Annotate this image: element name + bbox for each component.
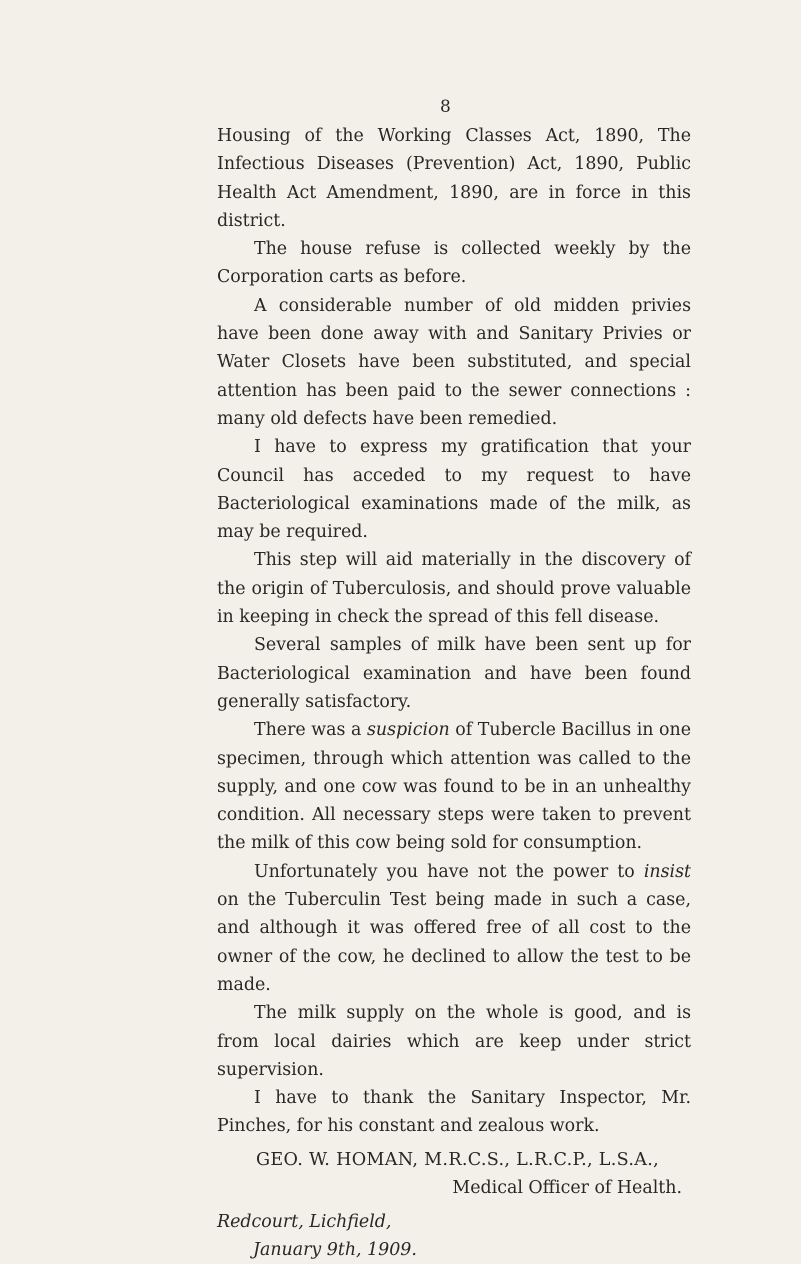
signature-block: [217, 1146, 691, 1202]
paragraph-suspicion-after: of Tubercle Bacillus in one specimen, through which attention was called to the supply, and one cow was found to be in an unhealthy condition. All necessary steps were taken to prevent the milk of this cow being sold for consumption.: [217, 720, 692, 854]
paragraph-bacteriological-request: I have to express my gratification that your Council has acceded to my request to have Bacteriological examinations made of the milk, as may be required.: [217, 437, 691, 543]
paragraph-thanks: I have to thank the Sanitary Inspector, Mr. Pinches, for his constant and zealous work.: [217, 1088, 691, 1137]
paragraph-suspicion-before: There was a: [254, 720, 367, 741]
paragraph-tuberculin-italic: insist: [643, 861, 691, 882]
paragraph-house-refuse: The house refuse is collected weekly by the Corporation carts as before.: [217, 239, 691, 288]
paragraph-tuberculin-before: Unfortunately you have not the power to: [254, 861, 644, 882]
paragraph-midden-privies: A considerable number of old midden privies have been done away with and Sanitary Privies or Water Closets have been substituted, and special attention has been paid to the sewer connections : many old defects have been remedied.: [217, 295, 691, 429]
paragraph-milk-supply: The milk supply on the whole is good, and is from local dairies which are keep under strict supervision.: [217, 1003, 691, 1080]
address-block: [217, 1208, 691, 1264]
paragraph-tuberculin-after: on the Tuberculin Test being made in such a case, and although it was offered free of all cost to the owner of the cow, he declined to allow the test to be made.: [217, 890, 691, 995]
signature-name: GEO. W. HOMAN, M.R.C.S., L.R.C.P., L.S.A.,: [256, 1149, 660, 1170]
paragraph-suspicion: [217, 716, 691, 857]
signature-title: Medical Officer of Health.: [452, 1177, 682, 1198]
report-body: [217, 122, 691, 1264]
paragraph-tuberculin-test: [217, 858, 691, 999]
paragraph-suspicion-italic: suspicion: [366, 720, 450, 741]
address-place: Redcourt, Lichfield,: [217, 1211, 392, 1232]
paragraph-acts-in-force: Housing of the Working Classes Act, 1890, The Infectious Diseases (Prevention) Act, 1890, Public Health Act Amendment, 1890, are in force in this district.: [217, 126, 691, 231]
paragraph-milk-samples: Several samples of milk have been sent up for Bacteriological examination and have been found generally satisfactory.: [217, 635, 691, 712]
address-date: January 9th, 1909.: [253, 1239, 417, 1260]
page-number: 8: [440, 97, 451, 117]
paragraph-tuberculosis-origin: This step will aid materially in the discovery of the origin of Tuberculosis, and should prove valuable in keeping in check the spread of this fell disease.: [217, 550, 691, 628]
